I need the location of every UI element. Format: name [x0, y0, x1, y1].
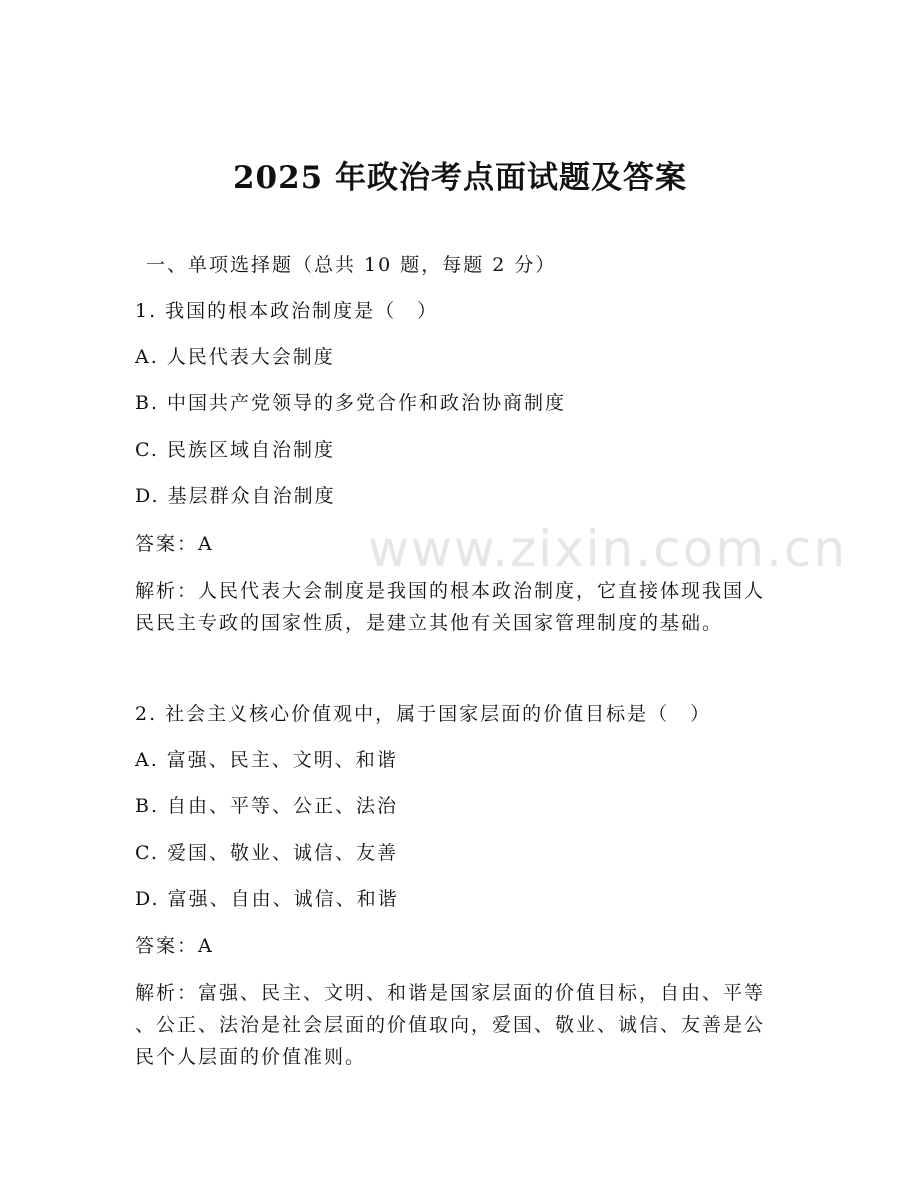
answer: 答案：A [135, 533, 214, 555]
option-c: C. 爱国、敬业、诚信、友善 [135, 842, 398, 864]
answer: 答案：A [135, 935, 214, 957]
option-c: C. 民族区域自治制度 [135, 439, 335, 461]
option-a: A. 富强、民主、文明、和谐 [135, 749, 398, 771]
page-title: 2025 年政治考点面试题及答案 [232, 160, 688, 196]
explanation-line: 民个人层面的价值准则。 [135, 1046, 367, 1068]
option-b: B. 中国共产党领导的多党合作和政治协商制度 [135, 392, 567, 414]
option-d: D. 基层群众自治制度 [135, 485, 336, 507]
explanation-line: 民民主专政的国家性质，是建立其他有关国家管理制度的基础。 [135, 612, 724, 634]
watermark: www.zixin.com.cn [368, 520, 848, 578]
explanation [135, 575, 785, 639]
explanation-line: 解析：人民代表大会制度是我国的根本政治制度，它直接体现我国人 [135, 580, 766, 602]
option-d: D. 富强、自由、诚信、和谐 [135, 888, 399, 910]
explanation-line: 、公正、法治是社会层面的价值取向，爱国、敬业、诚信、友善是公 [135, 1014, 766, 1036]
option-b: B. 自由、平等、公正、法治 [135, 795, 399, 817]
section-heading: 一、单项选择题（总共 10 题，每题 2 分） [146, 254, 557, 276]
question-stem: 2. 社会主义核心价值观中，属于国家层面的价值目标是（ ） [135, 703, 712, 725]
question-stem: 1. 我国的根本政治制度是（ ） [135, 300, 439, 322]
option-a: A. 人民代表大会制度 [135, 346, 335, 368]
explanation-line: 解析：富强、民主、文明、和谐是国家层面的价值目标，自由、平等 [135, 982, 766, 1004]
explanation [135, 977, 785, 1073]
